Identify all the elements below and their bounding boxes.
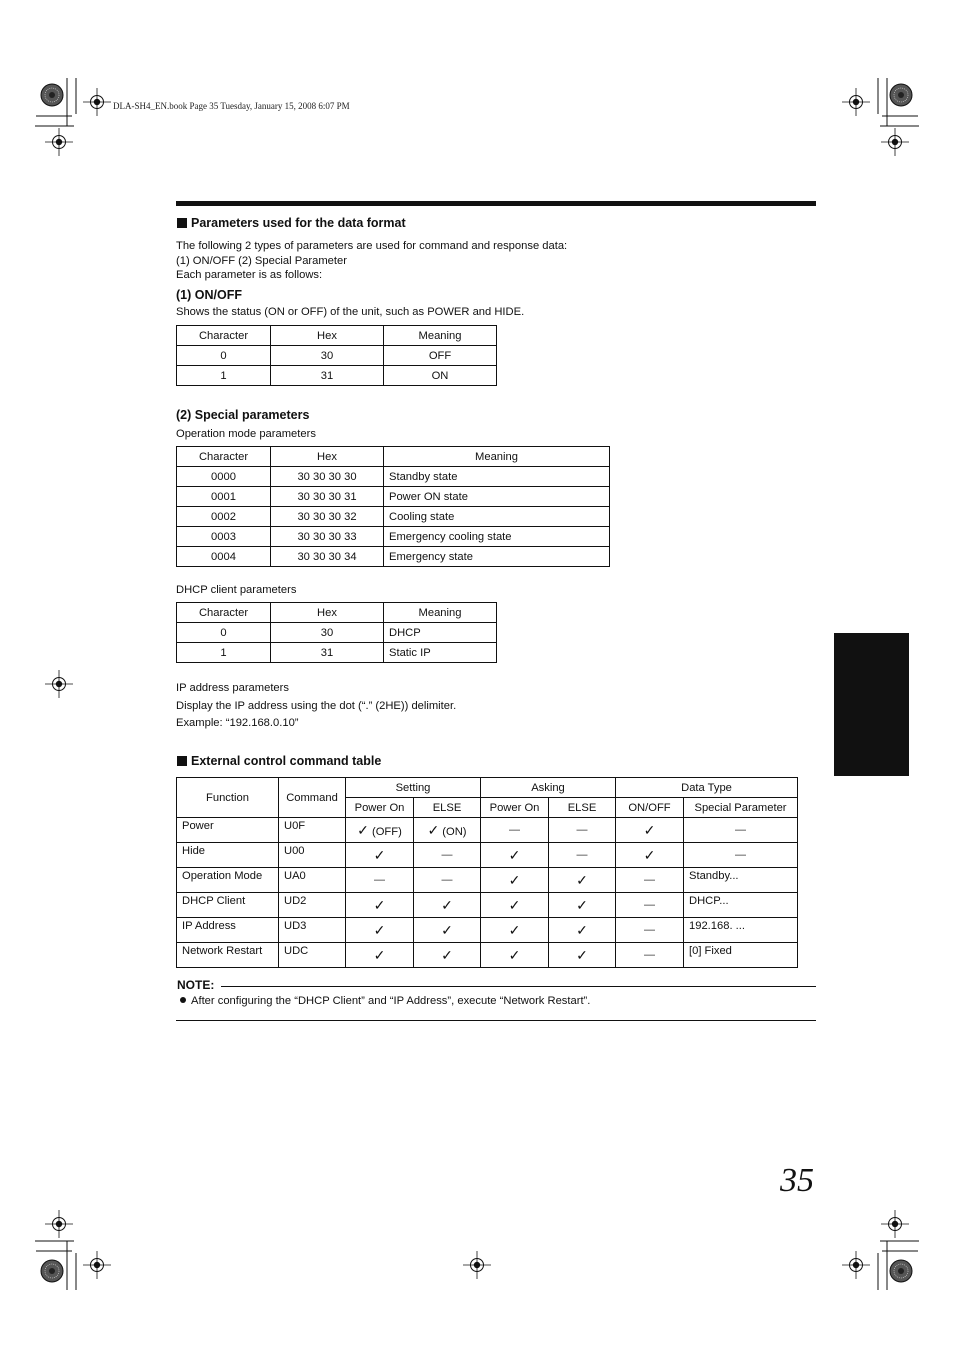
table-cell: 30 30 30 33 (271, 527, 384, 547)
cell-special: Standby... (684, 868, 798, 893)
section-title: External control command table (191, 754, 382, 768)
cell-set-else: ✓ (414, 918, 481, 943)
table-row (177, 893, 798, 918)
table-cell: 0 (177, 623, 271, 643)
cell-function: DHCP Client (177, 893, 279, 918)
table-cell: 31 (271, 366, 384, 386)
table-row (177, 507, 610, 527)
cell-ask-else: — (549, 818, 616, 843)
cell-set-power-on: ✓ (346, 918, 414, 943)
cell-function: Operation Mode (177, 868, 279, 893)
table-header: Meaning (384, 603, 497, 623)
bullet-icon (180, 997, 186, 1003)
table-cell: 0002 (177, 507, 271, 527)
bottom-rule (176, 1020, 816, 1021)
intro-line: (1) ON/OFF (2) Special Parameter (176, 254, 347, 267)
table-header: Hex (271, 603, 384, 623)
table-row (177, 467, 610, 487)
cell-command: UA0 (279, 868, 346, 893)
cell-set-power-on: — (346, 868, 414, 893)
header-function: Function (177, 778, 279, 818)
square-bullet-icon (177, 756, 187, 766)
table-cell: Standby state (384, 467, 610, 487)
table-cell: Emergency cooling state (384, 527, 610, 547)
operation-mode-table (176, 446, 610, 567)
cell-on-off: — (616, 893, 684, 918)
section-heading-parameters (177, 216, 406, 230)
header-command: Command (279, 778, 346, 818)
cell-on-off: ✓ (616, 843, 684, 868)
dhcp-table (176, 602, 497, 663)
check-icon: ✓ (357, 821, 369, 838)
cell-command: UD2 (279, 893, 346, 918)
table-row (177, 366, 497, 386)
cell-ask-else: — (549, 843, 616, 868)
header-special-parameter: Special Parameter (684, 798, 798, 818)
table-cell: 1 (177, 643, 271, 663)
cell-function: Power (177, 818, 279, 843)
header-asking: Asking (481, 778, 616, 798)
dhcp-label: DHCP client parameters (176, 584, 297, 596)
ip-line: Example: “192.168.0.10” (176, 717, 299, 729)
header-on-off: ON/OFF (616, 798, 684, 818)
intro-line: Each parameter is as follows: (176, 269, 323, 281)
section-title: Parameters used for the data format (191, 216, 406, 230)
table-header: Meaning (384, 326, 497, 346)
header-setting: Setting (346, 778, 481, 798)
table-cell: ON (384, 366, 497, 386)
section-heading-command-table (177, 754, 381, 768)
intro-line: The following 2 types of parameters are used for command and response data: (176, 240, 568, 252)
special-heading: (2) Special parameters (176, 408, 310, 422)
cell-special: — (684, 843, 798, 868)
cell-set-else: ✓ (414, 893, 481, 918)
onoff-description: Shows the status (ON or OFF) of the unit, such as POWER and HIDE. (176, 306, 525, 318)
print-info: DLA-SH4_EN.book Page 35 Tuesday, January 15, 2008 6:07 PM (113, 101, 350, 111)
table-row (177, 623, 497, 643)
cell-set-else: ✓ (414, 943, 481, 968)
cell-set-power-on (346, 818, 414, 843)
cell-ask-power-on: — (481, 818, 549, 843)
ip-line: Display the IP address using the dot (“.” (2HE)) delimiter. (176, 699, 457, 712)
header-asking-power-on: Power On (481, 798, 549, 818)
table-row (177, 943, 798, 968)
cell-on-off: — (616, 868, 684, 893)
cell-special: 192.168. ... (684, 918, 798, 943)
cell-set-else: — (414, 868, 481, 893)
cell-set-power-on: ✓ (346, 893, 414, 918)
table-row (177, 346, 497, 366)
cell-set-else (414, 818, 481, 843)
table-cell: Emergency state (384, 547, 610, 567)
table-cell: 30 30 30 34 (271, 547, 384, 567)
cell-ask-power-on: ✓ (481, 943, 549, 968)
table-cell: 30 30 30 30 (271, 467, 384, 487)
table-row (177, 818, 798, 843)
cell-ask-power-on: ✓ (481, 893, 549, 918)
cell-ask-else: ✓ (549, 893, 616, 918)
table-cell: 30 (271, 346, 384, 366)
table-cell: 1 (177, 366, 271, 386)
cell-set-else: — (414, 843, 481, 868)
cell-function: Network Restart (177, 943, 279, 968)
table-row (177, 868, 798, 893)
cell-text: (OFF) (372, 825, 402, 838)
table-cell: 0 (177, 346, 271, 366)
cell-function: Hide (177, 843, 279, 868)
cell-ask-power-on: ✓ (481, 918, 549, 943)
table-cell: 0001 (177, 487, 271, 507)
cell-on-off: — (616, 943, 684, 968)
command-table (176, 777, 798, 968)
note-item (180, 995, 590, 1007)
cell-on-off: — (616, 918, 684, 943)
table-header: Hex (271, 447, 384, 467)
table-row (177, 487, 610, 507)
cell-ask-else: ✓ (549, 868, 616, 893)
note-label: NOTE: (177, 978, 215, 992)
cell-ask-power-on: ✓ (481, 868, 549, 893)
ip-line: IP address parameters (176, 682, 289, 694)
cell-command: UD3 (279, 918, 346, 943)
intro-paragraph (176, 239, 567, 283)
table-cell: 30 30 30 32 (271, 507, 384, 527)
square-bullet-icon (177, 218, 187, 228)
table-cell: 0003 (177, 527, 271, 547)
onoff-heading: (1) ON/OFF (176, 288, 242, 302)
header-setting-power-on: Power On (346, 798, 414, 818)
table-cell: 0004 (177, 547, 271, 567)
check-icon: ✓ (427, 821, 440, 838)
cell-text: (ON) (442, 825, 467, 838)
ip-address-paragraph (176, 680, 456, 733)
operation-mode-label: Operation mode parameters (176, 428, 316, 440)
table-header: Hex (271, 326, 384, 346)
cell-special: [0] Fixed (684, 943, 798, 968)
table-header: Character (177, 326, 271, 346)
table-row (177, 547, 610, 567)
note-rule (221, 986, 816, 987)
cell-special: — (684, 818, 798, 843)
table-cell: OFF (384, 346, 497, 366)
table-header: Character (177, 447, 271, 467)
header-asking-else: ELSE (549, 798, 616, 818)
table-cell: 0000 (177, 467, 271, 487)
table-row (177, 918, 798, 943)
table-row (177, 643, 497, 663)
table-cell: Static IP (384, 643, 497, 663)
table-header: Meaning (384, 447, 610, 467)
table-cell: Cooling state (384, 507, 610, 527)
page-number: 35 (780, 1162, 814, 1199)
cell-set-power-on: ✓ (346, 843, 414, 868)
header-data-type: Data Type (616, 778, 798, 798)
side-tab (834, 633, 909, 776)
table-row (177, 843, 798, 868)
cell-on-off: ✓ (616, 818, 684, 843)
table-cell: DHCP (384, 623, 497, 643)
cell-ask-power-on: ✓ (481, 843, 549, 868)
table-cell: 31 (271, 643, 384, 663)
top-rule (176, 201, 816, 206)
cell-function: IP Address (177, 918, 279, 943)
table-cell: 30 (271, 623, 384, 643)
cell-set-power-on: ✓ (346, 943, 414, 968)
cell-special: DHCP... (684, 893, 798, 918)
cell-command: U00 (279, 843, 346, 868)
cell-command: U0F (279, 818, 346, 843)
note-text: After configuring the “DHCP Client” and “IP Address”, execute “Network Restart”. (191, 995, 591, 1007)
onoff-table (176, 325, 497, 386)
table-header: Character (177, 603, 271, 623)
cell-ask-else: ✓ (549, 943, 616, 968)
table-cell: 30 30 30 31 (271, 487, 384, 507)
header-setting-else: ELSE (414, 798, 481, 818)
cell-ask-else: ✓ (549, 918, 616, 943)
cell-command: UDC (279, 943, 346, 968)
table-row (177, 527, 610, 547)
table-cell: Power ON state (384, 487, 610, 507)
